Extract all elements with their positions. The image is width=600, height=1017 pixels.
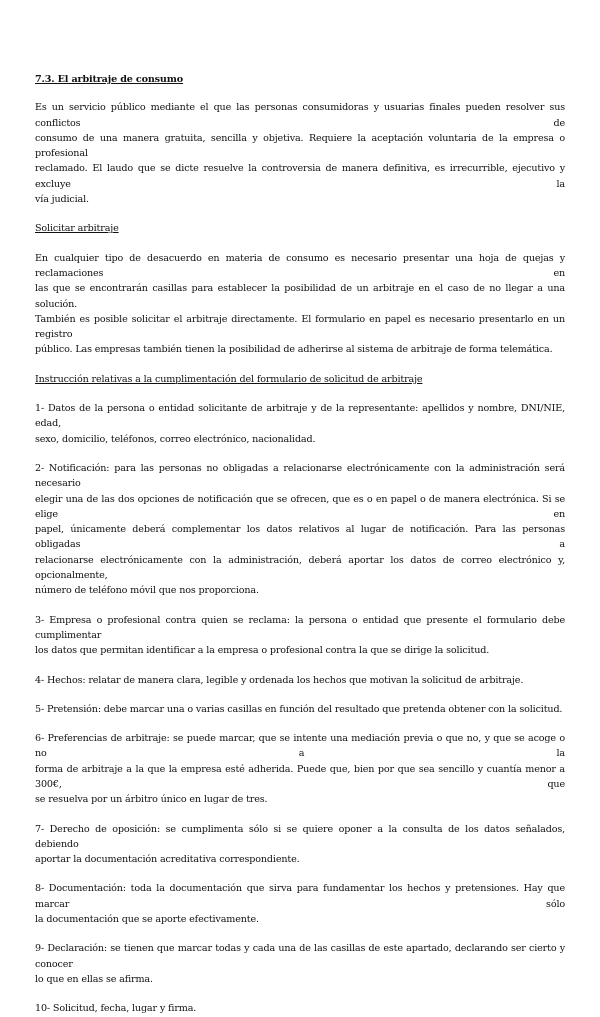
text-line: lo que en ellas se afirma. — [35, 973, 153, 985]
item-4 — [35, 673, 565, 688]
text-line: consumo de una manera gratuita, sencilla y objetiva. Requiere la aceptación voluntaria de la empresa o profesional — [35, 132, 565, 160]
text-line: vía judicial. — [35, 194, 89, 206]
item-10 — [35, 1001, 565, 1016]
text-line: 3- Empresa o profesional contra quien se reclama: la persona o entidad que presente el formulario debe cumplimentar — [35, 614, 565, 641]
text-line: reclamado. El laudo que se dicte resuelve la controversia de manera definitiva, es irrecurrible, ejecutivo y excluye la — [35, 163, 565, 190]
text-line: 7- Derecho de oposición: se cumplimenta sólo si se quiere oponer a la consulta de los datos señalados, debiendo — [35, 823, 565, 850]
text-line: se resuelva por un árbitro único en lugar de tres. — [35, 794, 268, 806]
item-3 — [35, 613, 565, 659]
text-line: aportar la documentación acreditativa correspondiente. — [35, 854, 300, 866]
text-line: papel, únicamente deberá complementar los datos relativos al lugar de notificación. Para las personas obligadas a — [35, 524, 565, 551]
text-line: los datos que permitan identificar a la empresa o profesional contra la que se dirige la solicitud. — [35, 645, 490, 657]
text-line: sexo, domicilio, teléfonos, correo electrónico, nacionalidad. — [35, 433, 316, 445]
item-9 — [35, 941, 565, 987]
text-line: número de teléfono móvil que nos proporciona. — [35, 585, 259, 597]
section-title: 7.3. El arbitraje de consumo — [35, 74, 184, 85]
text-line: la documentación que se aporte efectivamente. — [35, 914, 259, 926]
text-line: 8- Documentación: toda la documentación que sirva para fundamentar los hechos y pretensiones. Hay que marcar sólo — [35, 883, 565, 910]
text-line: forma de arbitraje a la que la empresa esté adherida. Puede que, bien por que sea sencillo y cuantía menor a 300€, que — [35, 763, 565, 790]
item-1 — [35, 401, 565, 447]
item-8 — [35, 881, 565, 927]
text-line: En cualquier tipo de desacuerdo en materia de consumo es necesario presentar una hoja de quejas y reclamaciones en — [35, 252, 565, 279]
text-line: 5- Pretensión: debe marcar una o varias casillas en función del resultado que pretenda obtener con la solicitud. — [35, 703, 563, 715]
heading-solicitar — [35, 221, 565, 236]
solicitar-paragraph — [35, 251, 565, 358]
text-line: 4- Hechos: relatar de manera clara, legible y ordenada los hechos que motivan la solicitud de arbitraje. — [35, 674, 524, 686]
item-5 — [35, 702, 565, 717]
subheading: Solicitar arbitraje — [35, 223, 119, 235]
heading-instruccion — [35, 372, 565, 387]
text-line: 10- Solicitud, fecha, lugar y firma. — [35, 1003, 197, 1015]
item-6 — [35, 731, 565, 807]
text-line: También es posible solicitar el arbitraje directamente. El formulario en papel es necesario presentarlo en un registro — [35, 313, 565, 341]
text-line: 6- Preferencias de arbitraje: se puede marcar, que se intente una mediación previa o que no, y que se acoge o no a la — [35, 733, 565, 760]
text-line: relacionarse electrónicamente con la administración, deberá aportar los datos de correo electrónico y, opcionalmente, — [35, 554, 565, 582]
text-line: las que se encontrarán casillas para establecer la posibilidad de un arbitraje en el caso de no llegar a una solución. — [35, 283, 565, 310]
text-line: 1- Datos de la persona o entidad solicitante de arbitraje y de la representante: apellidos y nombre, DNI/NIE, edad, — [35, 403, 565, 430]
intro-paragraph — [35, 100, 565, 207]
text-line: Es un servicio público mediante el que las personas consumidoras y usuarias finales pueden resolver sus conflictos de — [35, 102, 565, 129]
item-2 — [35, 461, 565, 599]
text-line: elegir una de las dos opciones de notificación que se ofrecen, que es o en papel o de manera electrónica. Si se elige en — [35, 493, 565, 520]
text-line: 2- Notificación: para las personas no obligadas a relacionarse electrónicamente con la administración será necesario — [35, 462, 565, 490]
item-7 — [35, 822, 565, 868]
text-line: 9- Declaración: se tienen que marcar todas y cada una de las casillas de este apartado, declarando ser cierto y conocer — [35, 943, 565, 970]
text-line: público. Las empresas también tienen la posibilidad de adherirse al sistema de arbitraje de forma telemática. — [35, 344, 553, 356]
subheading: Instrucción relativas a la cumplimentación del formulario de solicitud de arbitraje — [35, 373, 423, 385]
